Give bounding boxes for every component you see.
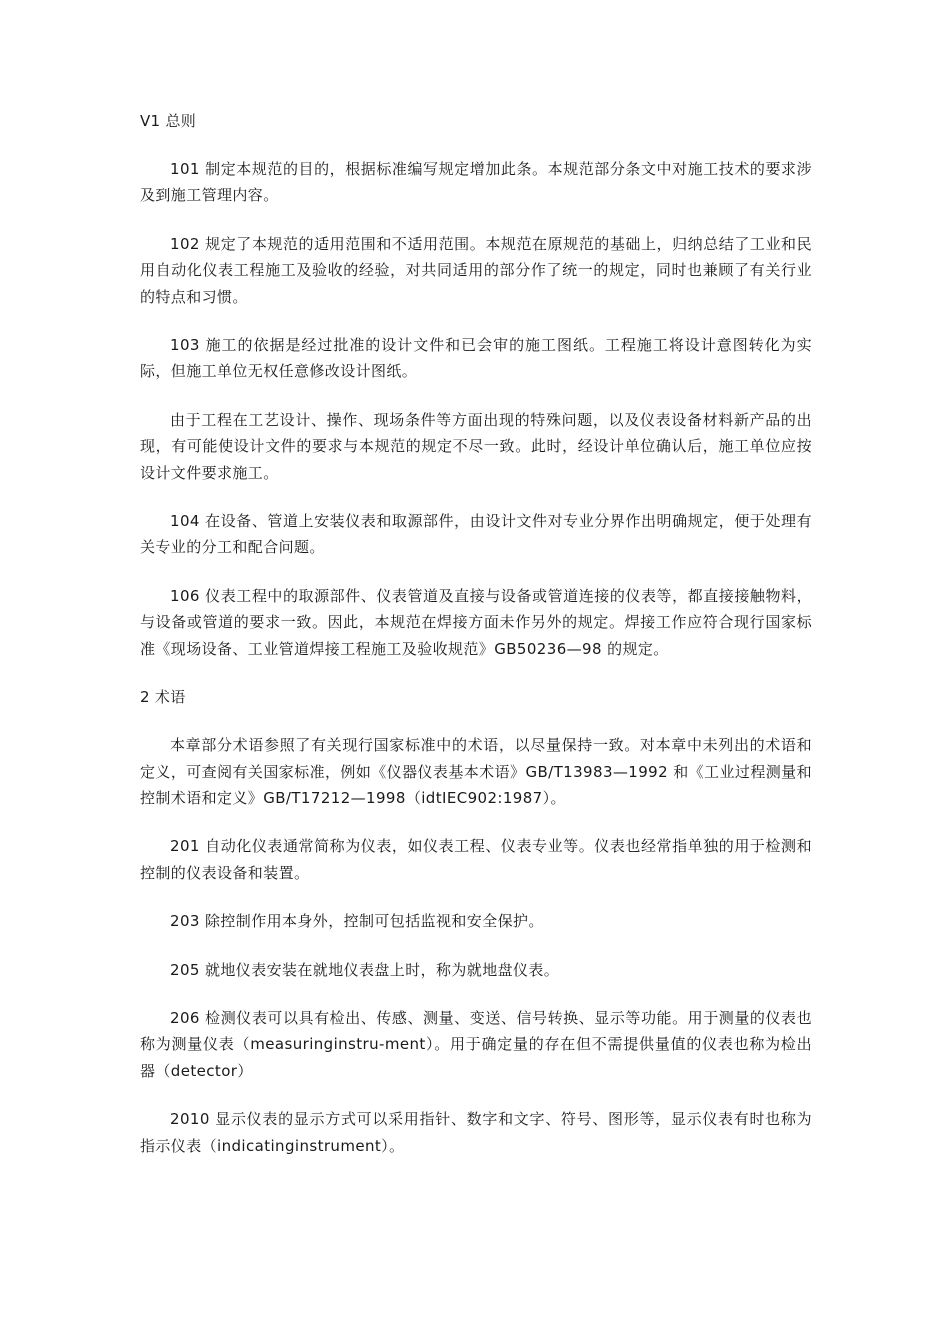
section-terms: [140, 684, 812, 1159]
paragraph: 102 规定了本规范的适用范围和不适用范围。本规范在原规范的基础上，归纳总结了工业和民用自动化仪表工程施工及验收的经验，对共同适用的部分作了统一的规定，同时也兼顾了有关行业的特点和习惯。: [140, 234, 812, 306]
paragraph: 106 仪表工程中的取源部件、仪表管道及直接与设备或管道连接的仪表等，都直接接触物料，与设备或管道的要求一致。因此，本规范在焊接方面未作另外的规定。焊接工作应符合现行国家标准《现场设备、工业管道焊接工程施工及验收规范》GB50236—98 的规定。: [140, 586, 812, 658]
section-heading: 2 术语: [140, 688, 186, 707]
section-heading: V1 总则: [140, 112, 197, 130]
section-general: [140, 108, 812, 662]
paragraph: 本章部分术语参照了有关现行国家标准中的术语，以尽量保持一致。对本章中未列出的术语和定义，可查阅有关国家标准，例如《仪器仪表基本术语》GB/T13983—1992 和《工业过程测量和控制术语和定义》GB/T17212—1998（idtIEC902:1987）。: [140, 736, 812, 807]
paragraph: 201 自动化仪表通常简称为仪表，如仪表工程、仪表专业等。仪表也经常指单独的用于检测和控制的仪表设备和装置。: [140, 837, 812, 882]
paragraph: 由于工程在工艺设计、操作、现场条件等方面出现的特殊问题，以及仪表设备材料新产品的出现，有可能使设计文件的要求与本规范的规定不尽一致。此时，经设计单位确认后，施工单位应按设计文件要求施工。: [140, 410, 812, 482]
paragraph: 205 就地仪表安装在就地仪表盘上时，称为就地盘仪表。: [170, 960, 560, 979]
paragraph: 103 施工的依据是经过批准的设计文件和已会审的施工图纸。工程施工将设计意图转化为实际，但施工单位无权任意修改设计图纸。: [140, 336, 812, 381]
paragraph: 104 在设备、管道上安装仪表和取源部件，由设计文件对专业分界作出明确规定，便于处理有关专业的分工和配合问题。: [140, 512, 812, 557]
paragraph: 206 检测仪表可以具有检出、传感、测量、变送、信号转换、显示等功能。用于测量的仪表也称为测量仪表（measuringinstru-ment）。用于确定量的存在但不需提供量值的仪表也称为检出器（detector）: [140, 1008, 812, 1080]
paragraph: 101 制定本规范的目的，根据标准编写规定增加此条。本规范部分条文中对施工技术的要求涉及到施工管理内容。: [140, 160, 812, 205]
paragraph: 203 除控制作用本身外，控制可包括监视和安全保护。: [170, 912, 544, 931]
paragraph: 2010 显示仪表的显示方式可以采用指针、数字和文字、符号、图形等，显示仪表有时也称为指示仪表（indicatinginstrument）。: [140, 1110, 812, 1155]
document-page: [140, 108, 812, 1181]
